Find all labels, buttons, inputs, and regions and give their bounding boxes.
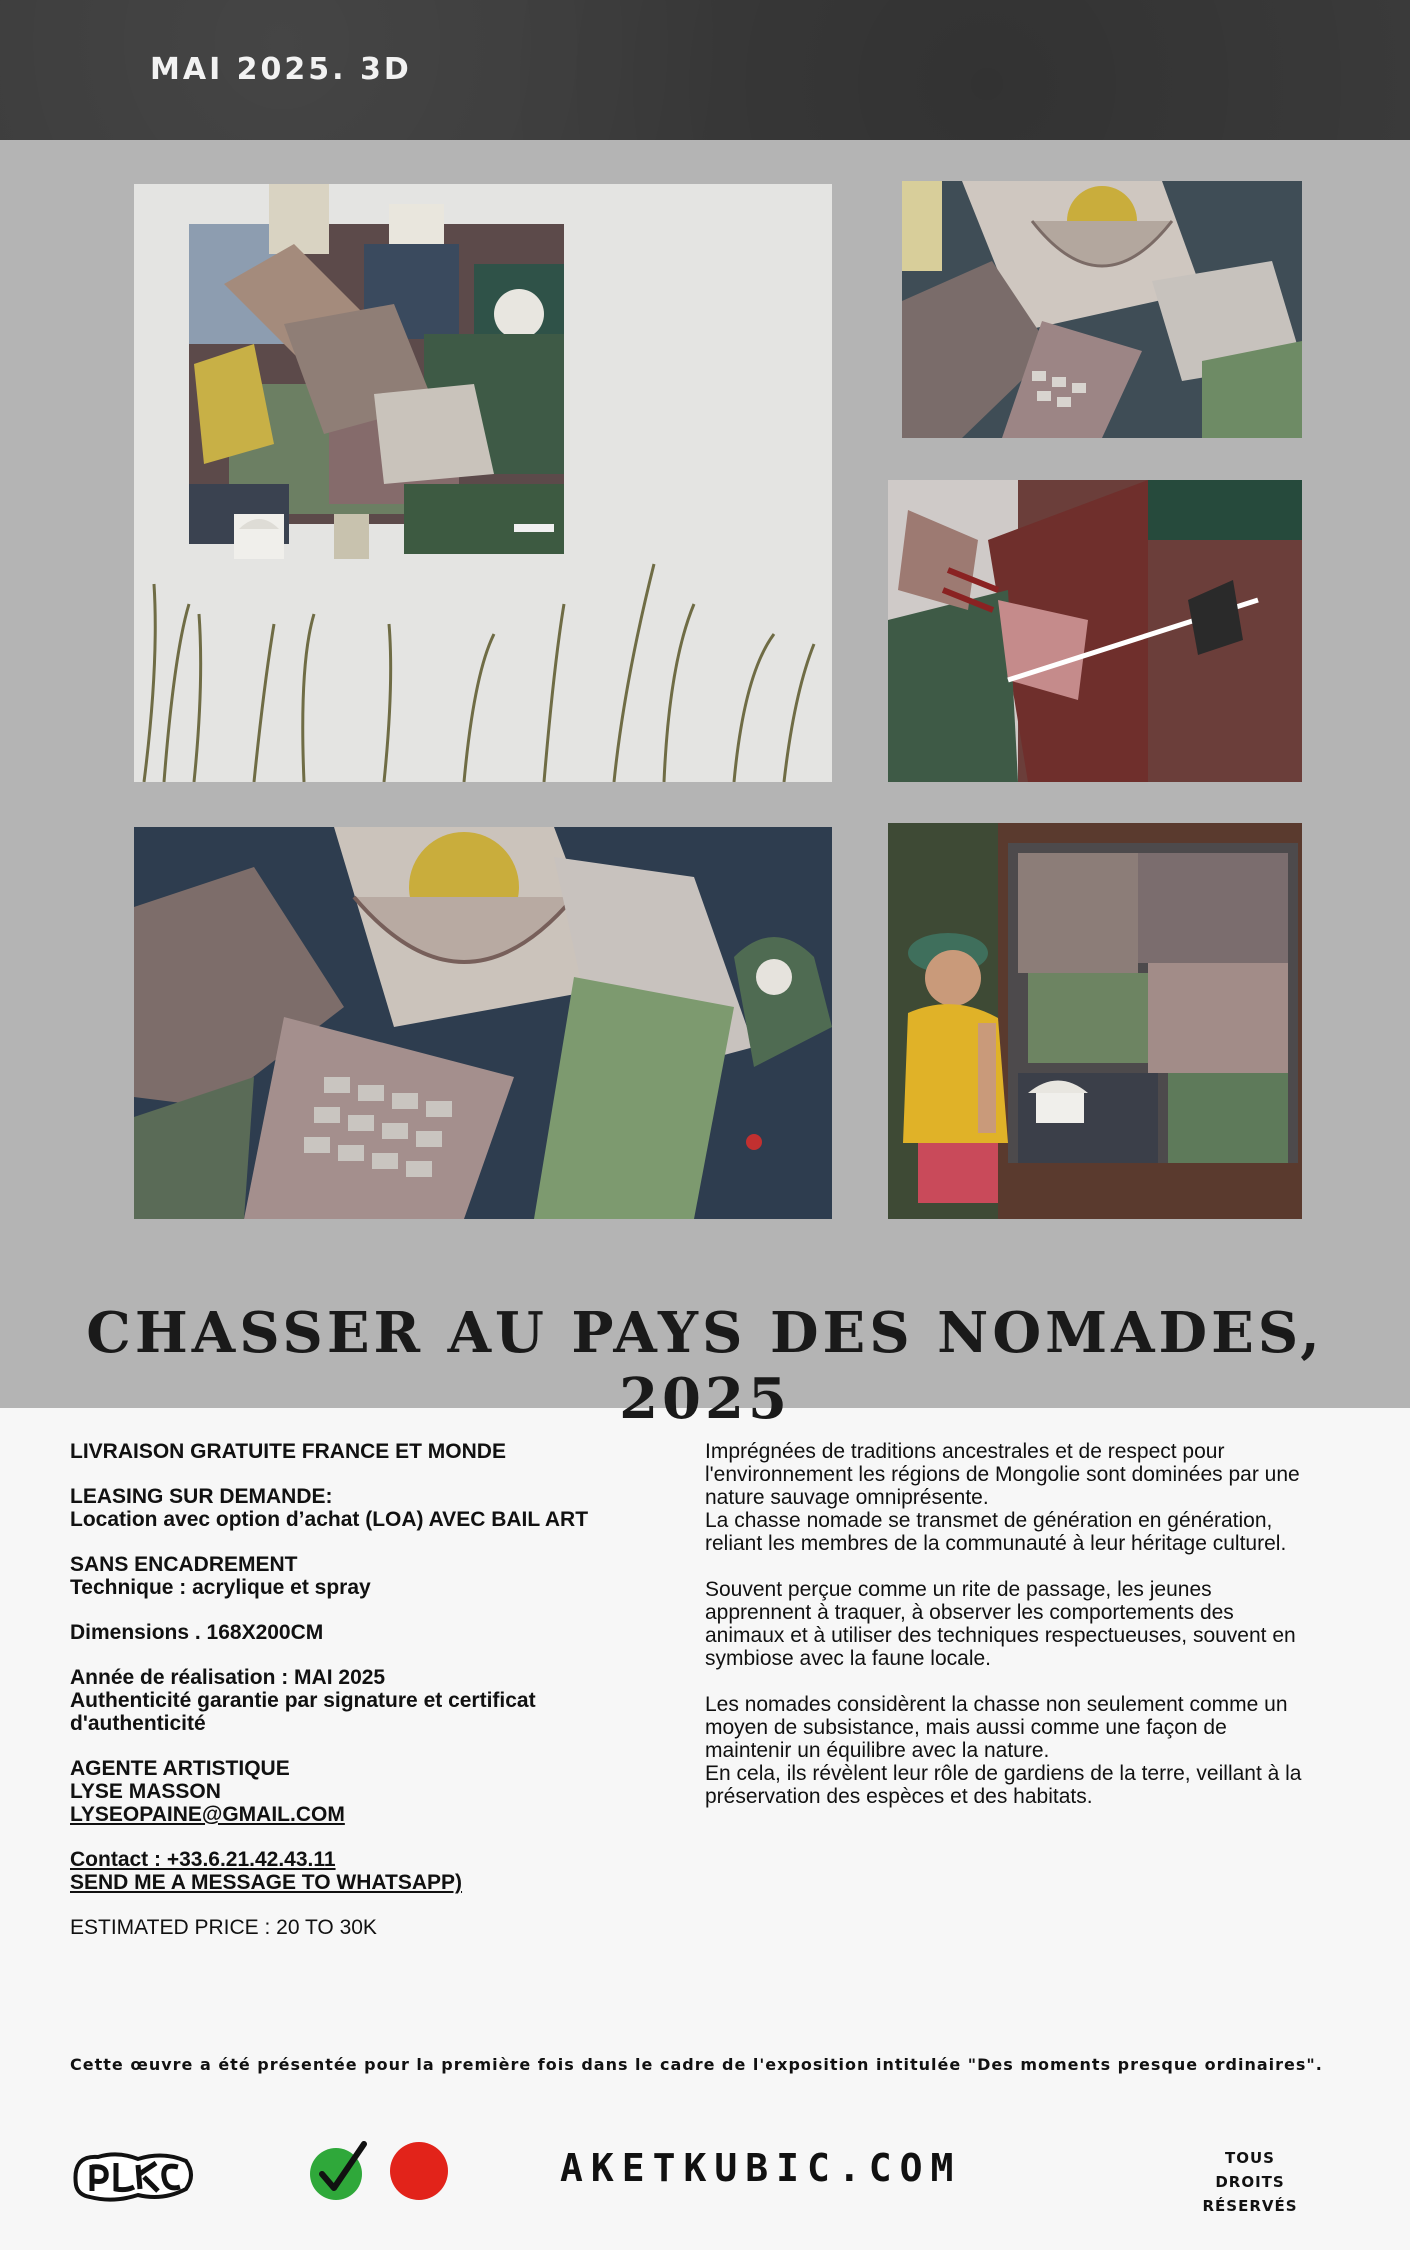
agent-email-link[interactable]: LYSEOPAINE@GMAIL.COM xyxy=(70,1803,345,1826)
artwork-title: CHASSER AU PAYS DES NOMADES, 2025 xyxy=(86,1300,1324,1432)
graffiti-signature-logo-icon xyxy=(68,2145,198,2205)
contact-phone-link[interactable]: Contact : +33.6.21.42.43.11 xyxy=(70,1848,336,1871)
framing-text: SANS ENCADREMENT xyxy=(70,1553,298,1576)
agent-block xyxy=(70,1757,630,1826)
green-check-icon xyxy=(308,2140,368,2200)
header-date: MAI 2025. 3D xyxy=(150,52,412,87)
leasing-title: LEASING SUR DEMANDE: xyxy=(70,1485,333,1508)
artwork-detail-photo-3 xyxy=(134,827,832,1219)
description-text: Les nomades considèrent la chasse non seulement comme un moyen de subsistance, mais aussi comme une façon de maintenir un équilibre avec la nature. xyxy=(705,1693,1288,1762)
leasing-description: Location avec option d’achat (LOA) AVEC BAIL ART xyxy=(70,1508,589,1531)
header-bar xyxy=(0,0,1410,140)
dimensions-text: Dimensions . 168X200CM xyxy=(70,1621,324,1644)
description-paragraph-3 xyxy=(705,1693,1305,1808)
description-paragraph-1 xyxy=(705,1440,1305,1555)
description-text: En cela, ils révèlent leur rôle de gardiens de la terre, veillant à la préservation des espèces et des habitats. xyxy=(705,1762,1302,1808)
agent-title: AGENTE ARTISTIQUE xyxy=(70,1757,290,1780)
description-text: Imprégnées de traditions ancestrales et de respect pour l'environnement les régions de Mongolie sont dominées par une nature sauvage omniprésente. xyxy=(705,1440,1300,1509)
technique-text: Technique : acrylique et spray xyxy=(70,1576,371,1599)
agent-name: LYSE MASSON xyxy=(70,1780,221,1803)
exhibition-footnote: Cette œuvre a été présentée pour la première fois dans le cadre de l'exposition intitulée "Des moments presque ordinaires". xyxy=(70,2055,1323,2074)
artwork-info-column xyxy=(70,1440,630,1961)
price-text: ESTIMATED PRICE : 20 TO 30K xyxy=(70,1916,377,1939)
year-block xyxy=(70,1666,630,1735)
artwork-detail-photo-2 xyxy=(888,480,1302,782)
artwork-main-photo xyxy=(134,184,832,782)
artwork-detail-photo-1 xyxy=(902,181,1302,438)
rights-line: TOUS xyxy=(1225,2149,1275,2167)
rights-line: DROITS xyxy=(1215,2173,1285,2191)
shipping-block xyxy=(70,1440,630,1463)
year-text: Année de réalisation : MAI 2025 xyxy=(70,1666,386,1689)
contact-block xyxy=(70,1848,630,1894)
red-dot-icon xyxy=(390,2142,448,2200)
authenticity-text: Authenticité garantie par signature et certificat d'authenticité xyxy=(70,1689,536,1735)
artist-with-artwork-photo xyxy=(888,823,1302,1219)
rights-line: RÉSERVÉS xyxy=(1202,2197,1298,2215)
technique-block xyxy=(70,1553,630,1599)
description-text: La chasse nomade se transmet de génération en génération, reliant les membres de la communauté à leur héritage culturel. xyxy=(705,1509,1287,1555)
dimensions-block xyxy=(70,1621,630,1644)
price-block xyxy=(70,1916,630,1939)
whatsapp-link[interactable]: SEND ME A MESSAGE TO WHATSAPP) xyxy=(70,1871,463,1894)
leasing-block xyxy=(70,1485,630,1531)
shipping-text: LIVRAISON GRATUITE FRANCE ET MONDE xyxy=(70,1440,506,1463)
rights-reserved xyxy=(1180,2146,1320,2218)
website-link[interactable]: AKETKUBIC.COM xyxy=(560,2146,962,2190)
artwork-description xyxy=(705,1440,1305,1831)
description-text: Souvent perçue comme un rite de passage, les jeunes apprennent à traquer, à observer les comportements des animaux et à utiliser des techniques respectueuses, souvent en symbiose avec la faune locale. xyxy=(705,1578,1296,1670)
description-paragraph-2 xyxy=(705,1578,1305,1670)
